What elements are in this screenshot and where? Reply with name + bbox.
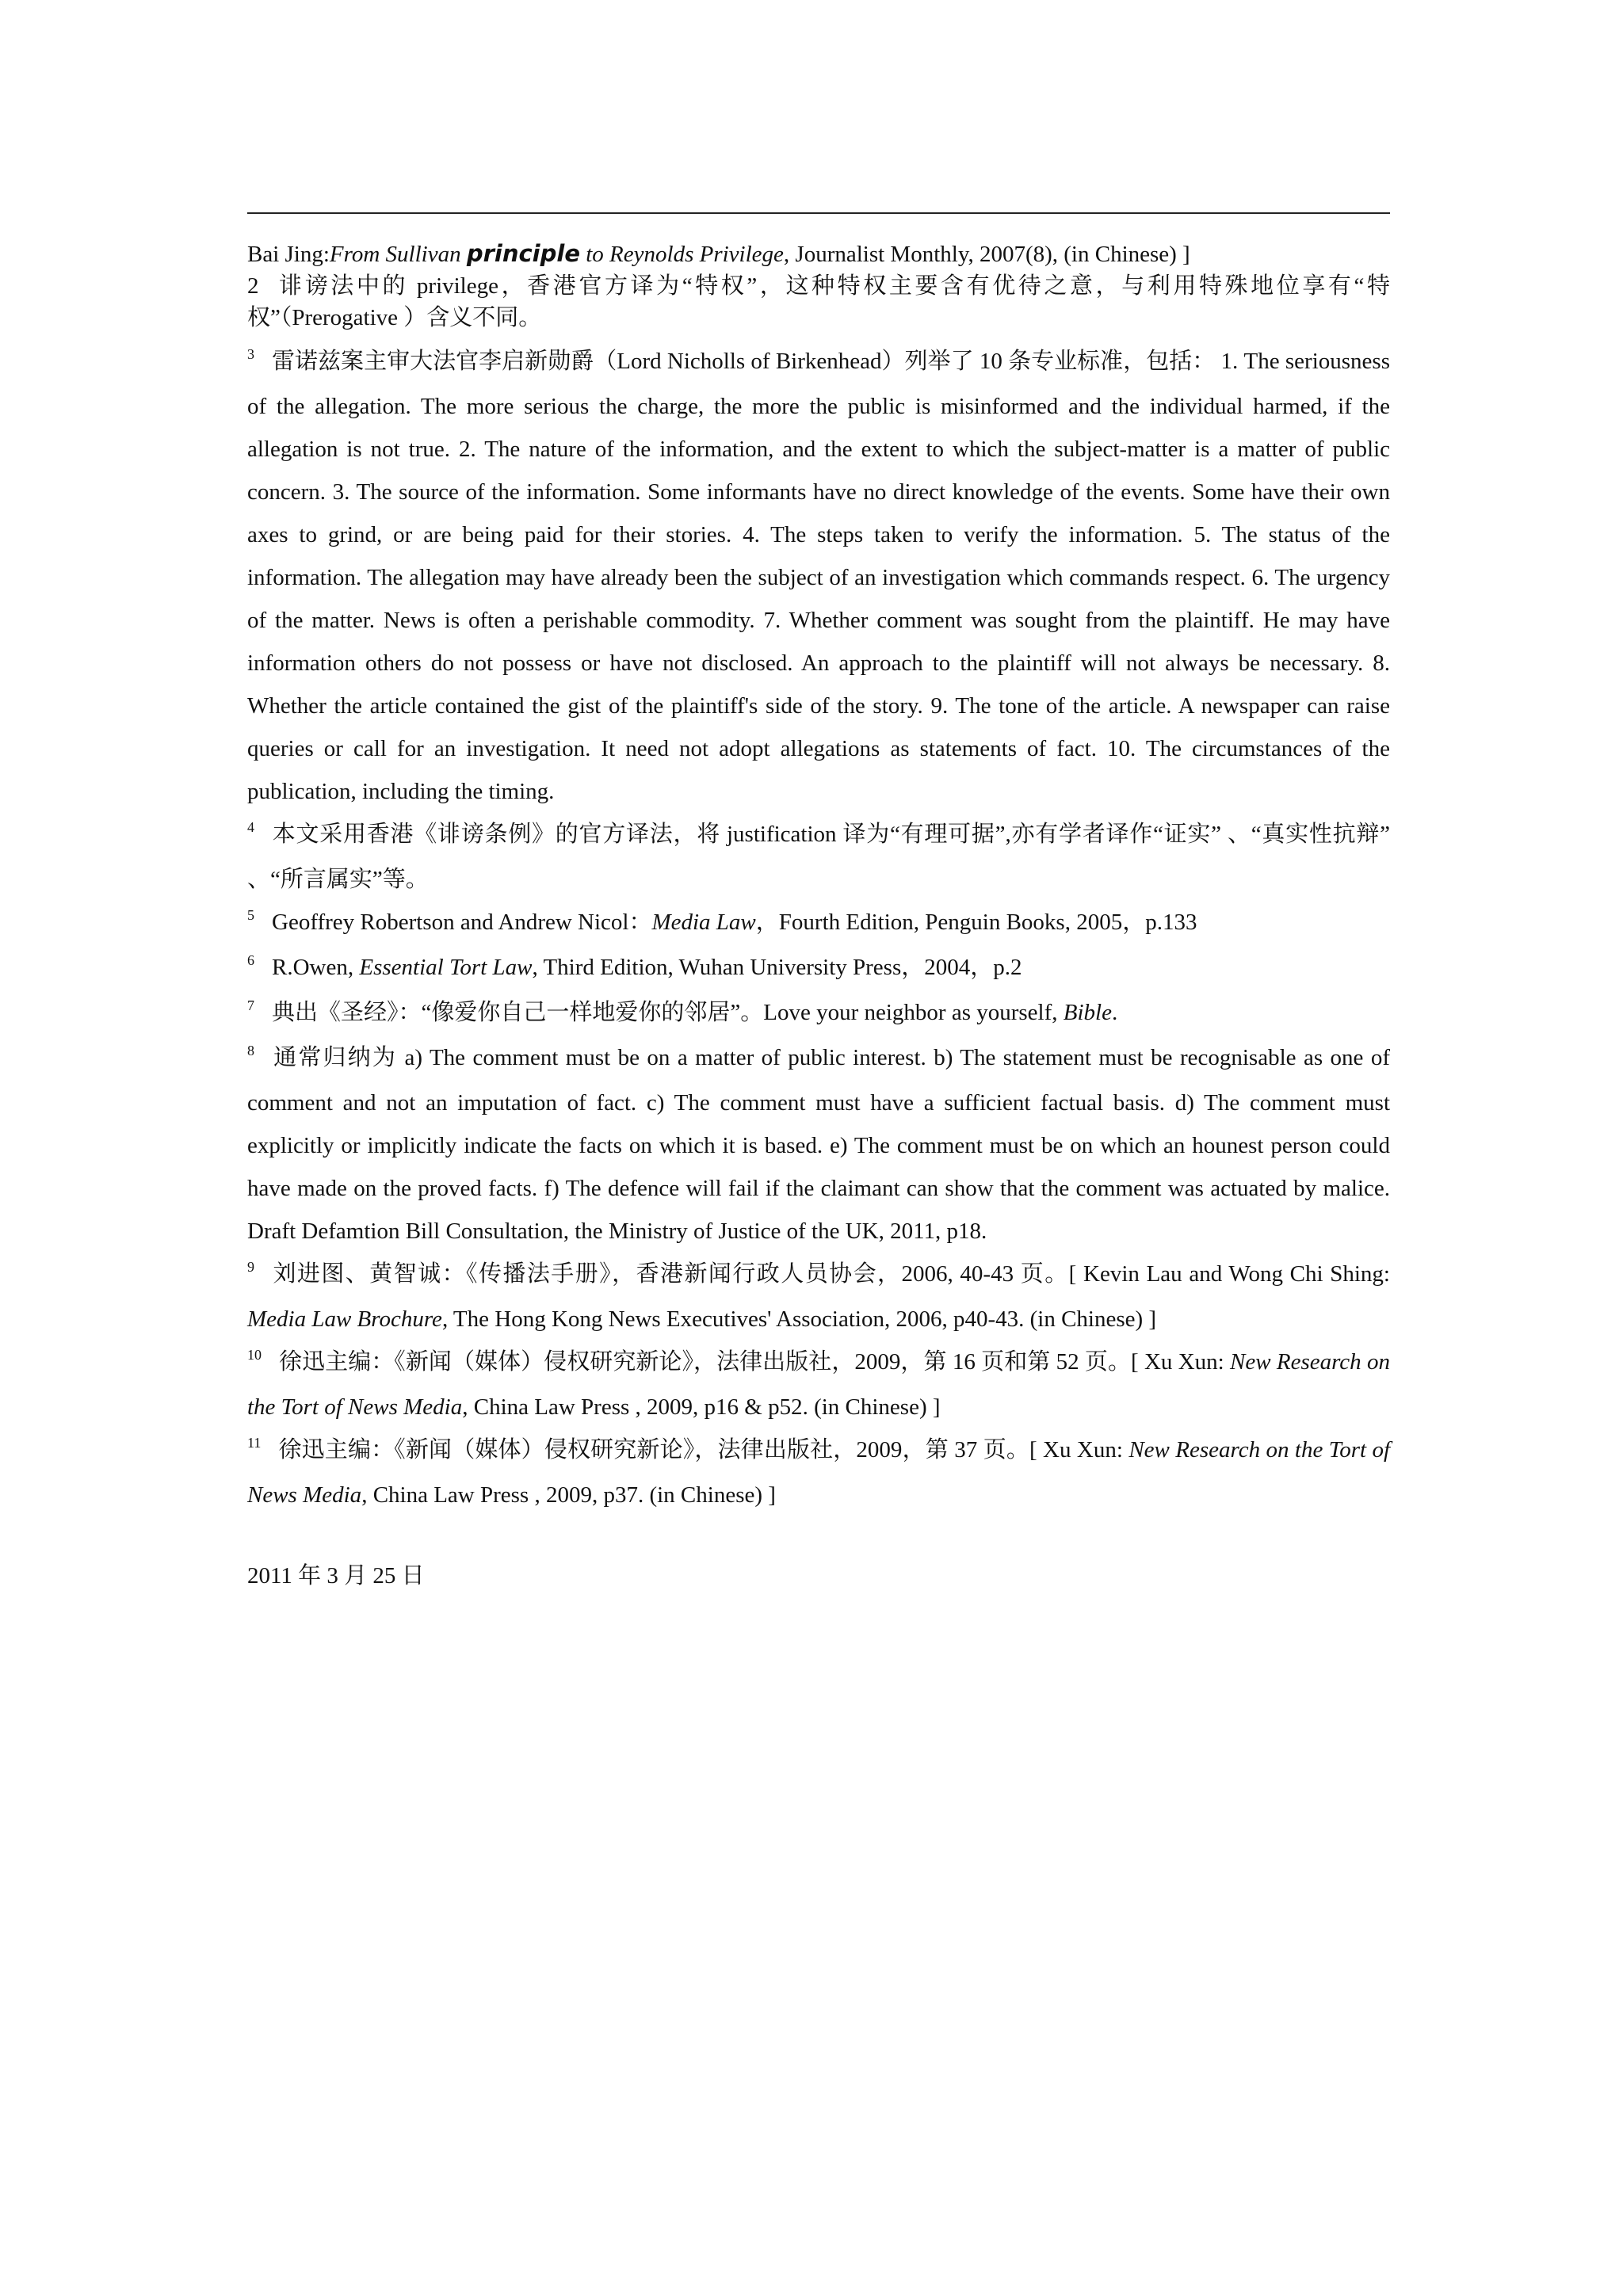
footnote-10-source: , China Law Press , 2009, p16 & p52. (in Chinese) ] — [462, 1394, 941, 1420]
footnote-4 — [247, 813, 1390, 901]
footnote-1-author: Bai Jing: — [247, 242, 330, 267]
footnote-10-text: 徐迅主编：《新闻（媒体）侵权研究新论》，法律出版社，2009，第 16 页和第 52 页。[ Xu Xun: — [279, 1349, 1230, 1375]
footnote-10 — [247, 1341, 1390, 1428]
footnote-6-source: , Third Edition, Wuhan University Press，2004，p.2 — [532, 955, 1022, 980]
footnote-6 — [247, 946, 1390, 991]
footnote-9-number: 9 — [247, 1259, 254, 1275]
footnote-5-number: 5 — [247, 907, 254, 923]
footnote-7-number: 7 — [247, 997, 254, 1013]
footnote-1-source: , Journalist Monthly, 2007(8), (in Chinese) ] — [783, 242, 1190, 267]
document-date: 2011 年 3 月 25 日 — [247, 1563, 425, 1589]
footnote-9-text: 刘进图、黄智诚：《传播法手册》，香港新闻行政人员协会，2006, 40-43 页。[ Kevin Lau and Wong Chi Shing: — [272, 1261, 1390, 1287]
footnote-9 — [247, 1253, 1390, 1341]
footnote-5-authors: Geoffrey Robertson and Andrew Nicol： — [272, 910, 652, 935]
footnote-10-number: 10 — [247, 1347, 262, 1363]
footnote-separator-rule — [247, 212, 1390, 214]
footnote-5-title: Media Law — [651, 910, 756, 935]
footnote-11-number: 11 — [247, 1435, 262, 1451]
footnote-7 — [247, 991, 1390, 1036]
footnote-2-number: 2 — [247, 273, 259, 299]
footnote-1-title-part-1: From Sullivan — [329, 242, 467, 267]
footnote-3-number: 3 — [247, 346, 254, 362]
footnote-9-source: , The Hong Kong News Executives' Association, 2006, p40-43. (in Chinese) ] — [441, 1306, 1157, 1332]
footnote-6-author: R.Owen, — [272, 955, 360, 980]
footnote-5 — [247, 901, 1390, 946]
footnote-3 — [247, 340, 1390, 813]
footnote-6-number: 6 — [247, 952, 254, 968]
footnote-7-text: 典出《圣经》：“像爱你自己一样地爱你的邻居”。Love your neighbor as yourself, — [272, 1000, 1064, 1025]
footnote-6-title: Essential Tort Law — [359, 955, 533, 980]
footnote-1-continued — [247, 238, 1390, 270]
footnote-4-number: 4 — [247, 819, 254, 835]
footnote-11-text: 徐迅主编：《新闻（媒体）侵权研究新论》，法律出版社，2009，第 37 页。[ Xu Xun: — [278, 1437, 1129, 1463]
footnote-3-text: 雷诺兹案主审大法官李启新勋爵（Lord Nicholls of Birkenhead）列举了 10 条专业标准，包括： 1. The seriousness of the allegation. The more serious the charge, the more the public is misinformed and the individual harmed, if the allegation is not true. 2. The nature of the information, and the extent to which the subject-matter is a matter of public concern. 3. The source of the information. Some informants have no direct knowledge of the events. Some have their own axes to grind, or are being paid for their stories. 4. The steps taken to verify the information. 5. The status of the information. The allegation may have already been the subject of an investigation which commands respect. 6. The urgency of the matter. News is often a perishable commodity. 7. Whether comment was sought from the plaintiff. He may have information others do not possess or have not disclosed. An approach to the plaintiff will not always be necessary. 8. Whether the article contained the gist of the plaintiff's side of the story. 9. The tone of the article. A newspaper can raise queries or call for an investigation. It need not adopt allegations as statements of fact. 10. The circumstances of the publication, including the timing. — [247, 349, 1390, 804]
footnotes-page — [247, 212, 1390, 1590]
footnote-8-text: 通常归纳为 a) The comment must be on a matter of public interest. b) The statement must be recognisable as one of comment and not an imputation of fact. c) The comment must have a sufficient factual basis. d) The comment must explicitly or implicitly indicate the facts on which it is based. e) The comment must be on which an hounest person could have made on the proved facts. f) The defence will fail if the claimant can show that the comment was actuated by malice. Draft Defamtion Bill Consultation, the Ministry of Justice of the UK, 2011, p18. — [247, 1045, 1390, 1244]
footnote-4-text: 本文采用香港《诽谤条例》的官方译法，将 justification 译为“有理可据”,亦有学者译作“证实” 、“真实性抗辩” 、“所言属实”等。 — [247, 822, 1390, 892]
footnote-1-title-part-2: to Reynolds Privilege — [580, 242, 784, 267]
footnote-11 — [247, 1428, 1390, 1516]
footnote-11-source: , China Law Press , 2009, p37. (in Chinese) ] — [361, 1482, 776, 1508]
footnote-8-number: 8 — [247, 1043, 254, 1058]
footnote-9-title: Media Law Brochure — [247, 1306, 442, 1332]
footnote-7-end: . — [1111, 1000, 1118, 1025]
footnote-1-title-emphasis: principle — [466, 240, 580, 267]
footnote-11-title: New Research on the Tort of News Media — [247, 1437, 1390, 1508]
footnote-10-title: New Research on the Tort of News Media — [247, 1349, 1390, 1420]
footnote-8 — [247, 1036, 1390, 1253]
footnote-7-source-title: Bible — [1063, 1000, 1112, 1025]
footnote-5-source: ，Fourth Edition, Penguin Books, 2005，p.133 — [755, 910, 1197, 935]
footnote-2 — [247, 270, 1390, 334]
footnote-2-text: 诽谤法中的 privilege，香港官方译为“特权”，这种特权主要含有优待之意，与利用特殊地位享有“特权”（Prerogative ）含义不同。 — [247, 273, 1390, 330]
